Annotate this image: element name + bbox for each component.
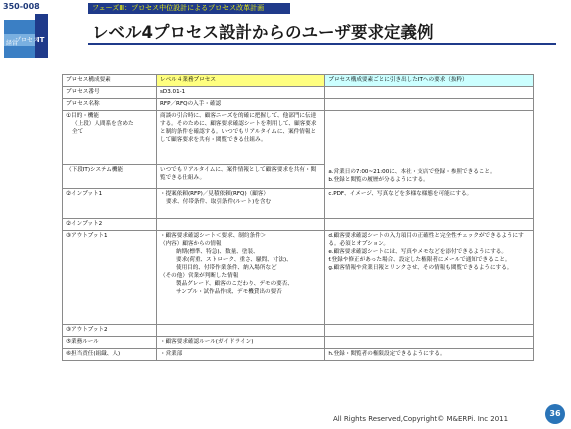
requirement-item: a.営業日の7:00~21:00に、本社・支店で登録・参照できること。 xyxy=(328,169,496,175)
page-number-badge: 36 xyxy=(545,404,565,424)
value-line: 使用目的、付帯作業条件、納入場所など xyxy=(175,265,277,271)
row-requirement xyxy=(325,87,534,99)
row-label: ②インプット1 xyxy=(63,189,157,219)
svg-text:経営: 経営 xyxy=(6,40,19,47)
row-label: プロセス番号 xyxy=(63,87,157,99)
table-row xyxy=(63,325,534,337)
value-line: ・提案依頼(RFP)／見積依頼(RFQ)（顧客） xyxy=(159,191,270,197)
row-label xyxy=(63,111,157,165)
row-label: ③アウトプット1 xyxy=(63,231,157,325)
label-line: ①目的・機能 xyxy=(66,113,99,119)
table-row xyxy=(63,87,534,99)
table-row xyxy=(63,219,534,231)
value-line: サンプル・試作品作成、デモ機貸出の要否 xyxy=(175,289,282,295)
row-requirement: h.登録・閲覧者の権限設定できるようにする。 xyxy=(325,349,534,361)
row-requirement xyxy=(325,325,534,337)
row-value: RFP／RFQの入手・確認 xyxy=(156,99,324,111)
row-value: ・営業部 xyxy=(156,349,324,361)
table-row xyxy=(63,337,534,349)
row-value: sD3.01-1 xyxy=(156,87,324,99)
row-value xyxy=(156,189,324,219)
value-line: 要求、付帯条件、取引条件(ルート)を含む xyxy=(165,199,272,205)
value-line: （その他）営業が判断した情報 xyxy=(159,273,239,279)
value-line: ・顧客要求確認シート＜要求、制約条件＞ xyxy=(159,233,267,239)
row-value xyxy=(156,219,324,231)
header-element: プロセス構成要素 xyxy=(63,75,157,87)
page-title: レベル4プロセス設計からのユーザ要求定義例 xyxy=(92,23,434,42)
table-header-row xyxy=(63,75,534,87)
table-row xyxy=(63,189,534,219)
row-requirement xyxy=(325,99,534,111)
title-underline xyxy=(88,43,556,45)
row-value xyxy=(156,231,324,325)
header-level4: レベル４業務プロセス xyxy=(156,75,324,87)
requirement-item: d.顧客要求確認シートの入力項目の正確性と完全性チェックができるようにする。必須とオプション。 xyxy=(328,233,524,247)
row-label: ⑥担当責任(組織、人) xyxy=(63,349,157,361)
process-logo-icon xyxy=(2,12,52,64)
requirement-item: b.登録と閲覧の履歴が分るようにする。 xyxy=(328,177,429,183)
value-line: 納期(標準、特急)、数量、塗装、 xyxy=(175,249,259,255)
svg-text:プロセス: プロセス xyxy=(15,37,40,44)
row-label: （下段IT)システム機能 xyxy=(63,165,157,189)
row-requirement xyxy=(325,219,534,231)
row-value: いつでもリアルタイムに、案件情報として顧客要求を共有・閲覧できる仕組み。 xyxy=(156,165,324,189)
svg-text:IT: IT xyxy=(37,36,45,44)
row-requirement xyxy=(325,111,534,189)
label-line: （上段）人間系を含めた xyxy=(72,121,134,127)
copyright-text: All Rights Reserved,Copyright© M&ERPi. Inc 2011 xyxy=(333,415,509,423)
value-line: 要求(荷重、ストローク、重さ、騒問、寸法)、 xyxy=(175,257,292,263)
requirement-item: e.顧客要求確認シートには、写真やメモなどを添付できるようにする。 xyxy=(328,249,507,255)
row-value xyxy=(156,325,324,337)
requirement-item: f.登録や修正があった場合、設定した権限者にメールで通知できること。 xyxy=(328,257,511,263)
row-requirement xyxy=(325,231,534,325)
phase-banner: フェーズⅢ：プロセス中位設計によるプロセス改革計画 xyxy=(88,3,290,14)
row-value: 商談の引合時に、顧客ニーズを的確に把握して、他部門に伝達する。そのために、顧客要求確認シートを利用して、顧客要求と制約条件を確認する。いつでもリアルタイムに、案件情報として顧客要求を共有・閲覧できる仕組み。 xyxy=(156,111,324,165)
row-value: ・顧客要求確認ルール(ガイドライン) xyxy=(156,337,324,349)
requirement-item: g.顧客情報や営業日報とリンクさせ、その情報も閲覧できるようにする。 xyxy=(328,265,513,271)
table-row xyxy=(63,349,534,361)
row-label: ⑤業務ルール xyxy=(63,337,157,349)
requirements-table xyxy=(62,74,534,361)
table-row xyxy=(63,111,534,165)
table-row xyxy=(63,99,534,111)
value-line: （内容）顧客からの情報 xyxy=(159,241,222,247)
header-it-requirements: プロセス構成要素ごとに引き出したITへの要求（抜粋） xyxy=(325,75,534,87)
document-id: 350-008 xyxy=(3,2,40,11)
value-line: 製品グレード、顧客のこだわり、デモの要否、 xyxy=(175,281,293,287)
row-label: ②インプット2 xyxy=(63,219,157,231)
row-requirement xyxy=(325,337,534,349)
table-row xyxy=(63,231,534,325)
label-line: 全て xyxy=(72,129,84,135)
row-requirement: c.PDF、イメージ、写真などを多様な様態を可能にする。 xyxy=(325,189,534,219)
row-label: プロセス名称 xyxy=(63,99,157,111)
row-label: ③アウトプット2 xyxy=(63,325,157,337)
